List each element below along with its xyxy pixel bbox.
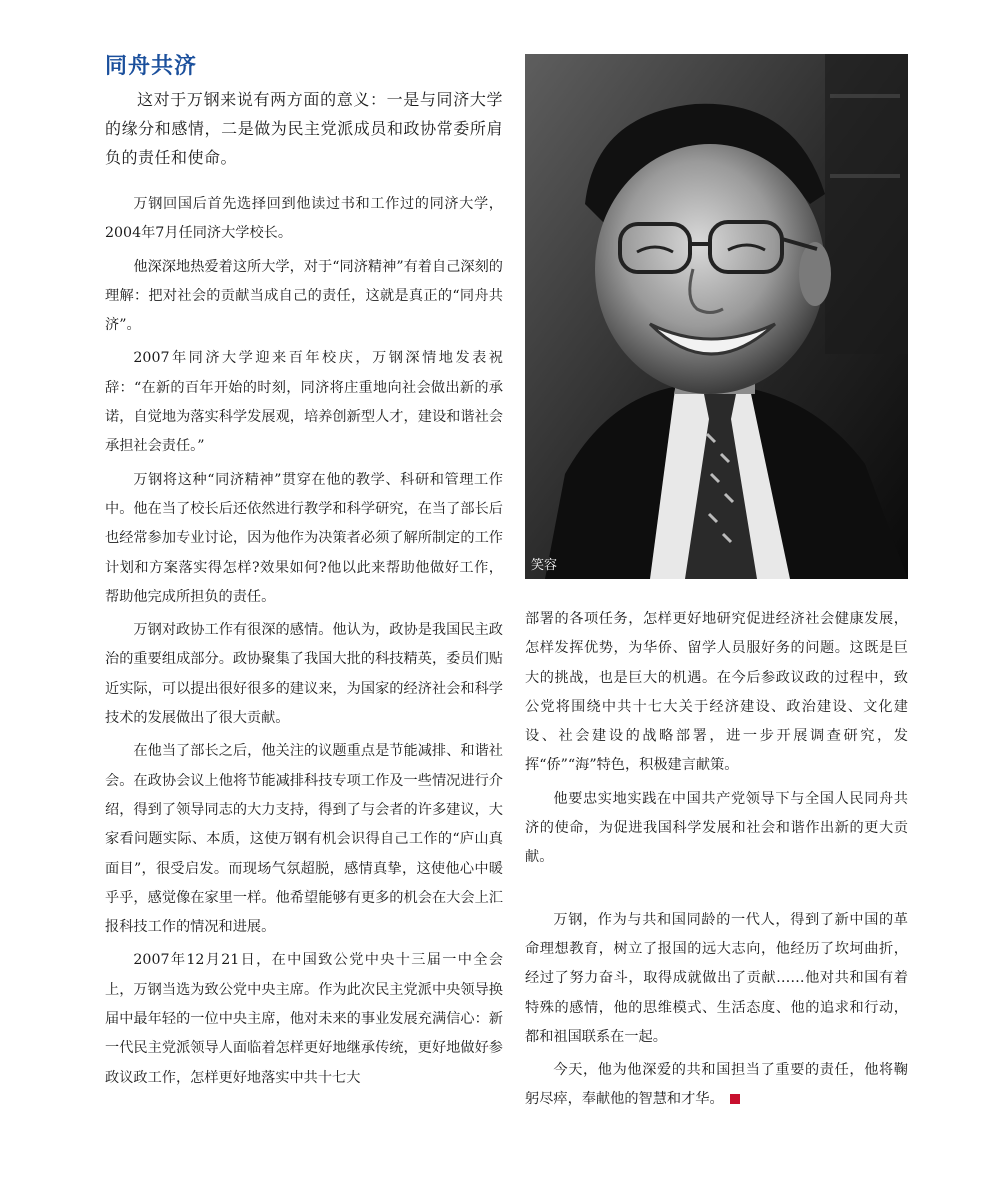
end-mark-icon [730, 1094, 740, 1104]
body-paragraph: 2007年同济大学迎来百年校庆，万钢深情地发表祝辞：“在新的百年开始的时刻，同济将庄重地向社会做出新的承诺，自觉地为落实科学发展观，培养创新型人才，建设和谐社会承担社会责任。” [105, 350, 503, 455]
body-paragraph: 万钢，作为与共和国同龄的一代人，得到了新中国的革命理想教育，树立了报国的远大志向，他经历了坎坷曲折，经过了努力奋斗，取得成就做出了贡献……他对共和国有着特殊的感情，他的思维模式、生活态度、他的追求和行动，都和祖国联系在一起。 [525, 911, 908, 1045]
body-paragraph: 万钢将这种“同济精神”贯穿在他的教学、科研和管理工作中。他在当了校长后还依然进行教学和科学研究，在当了部长后也经常参加专业讨论，因为他作为决策者必须了解所制定的工作计划和方案落实得怎样?效果如何?他以此来帮助他做好工作，帮助他完成所担负的责任。 [105, 471, 503, 605]
portrait-illustration [525, 54, 908, 579]
body-paragraph: 他要忠实地实践在中国共产党领导下与全国人民同舟共济的使命，为促进我国科学发展和社会和谐作出新的更大贡献。 [525, 790, 908, 866]
body-paragraph: 在他当了部长之后，他关注的议题重点是节能减排、和谐社会。在政协会议上他将节能减排科技专项工作及一些情况进行介绍，得到了领导同志的大力支持，得到了与会者的许多建议，大家看问题实际、本质，这使万钢有机会识得自己工作的“庐山真面目”，很受启发。而现场气氛超脱，感情真挚，这使他心中暖乎乎，感觉像在家里一样。他希望能够有更多的机会在大会上汇报科技工作的情况和进展。 [105, 743, 503, 936]
photo-caption: 笑容 [531, 558, 558, 573]
closing-paragraph [525, 1056, 908, 1115]
body-paragraph: 部署的各项任务，怎样更好地研究促进经济社会健康发展，怎样发挥优势，为华侨、留学人员服好务的问题。这既是巨大的挑战，也是巨大的机遇。在今后参政议政的过程中，致公党将围绕中共十七大关于经济建设、政治建设、文化建设、社会建设的战略部署，进一步开展调查研究，发挥“侨”“海”特色，积极建言献策。 [525, 611, 908, 774]
portrait-photo [525, 54, 908, 579]
right-column [525, 54, 908, 1115]
body-paragraph: 他深深地热爱着这所大学，对于“同济精神”有着自己深刻的理解：把对社会的贡献当成自己的责任，这就是真正的“同舟共济”。 [105, 258, 503, 334]
left-column [105, 52, 503, 1093]
closing-text: 今天，他为他深爱的共和国担当了重要的责任，他将鞠躬尽瘁，奉献他的智慧和才华。 [525, 1062, 908, 1108]
body-paragraph: 万钢回国后首先选择回到他读过书和工作过的同济大学，2004年7月任同济大学校长。 [105, 196, 503, 242]
body-paragraph: 2007年12月21日，在中国致公党中央十三届一中全会上，万钢当选为致公党中央主席。作为此次民主党派中央领导换届中最年轻的一位中央主席，他对未来的事业发展充满信心：新一代民主党派领导人面临着怎样更好地继承传统，更好地做好参政议政工作，怎样更好地落实中共十七大 [105, 952, 503, 1086]
section-title: 同舟共济 [105, 54, 198, 79]
lead-paragraph: 这对于万钢来说有两方面的意义：一是与同济大学的缘分和感情，二是做为民主党派成员和政协常委所肩负的责任和使命。 [105, 90, 503, 167]
body-paragraph: 万钢对政协工作有很深的感情。他认为，政协是我国民主政治的重要组成部分。政协聚集了我国大批的科技精英，委员们贴近实际，可以提出很好很多的建议来，为国家的经济社会和科学技术的发展做出了很大贡献。 [105, 622, 503, 727]
right-text [525, 605, 908, 1115]
